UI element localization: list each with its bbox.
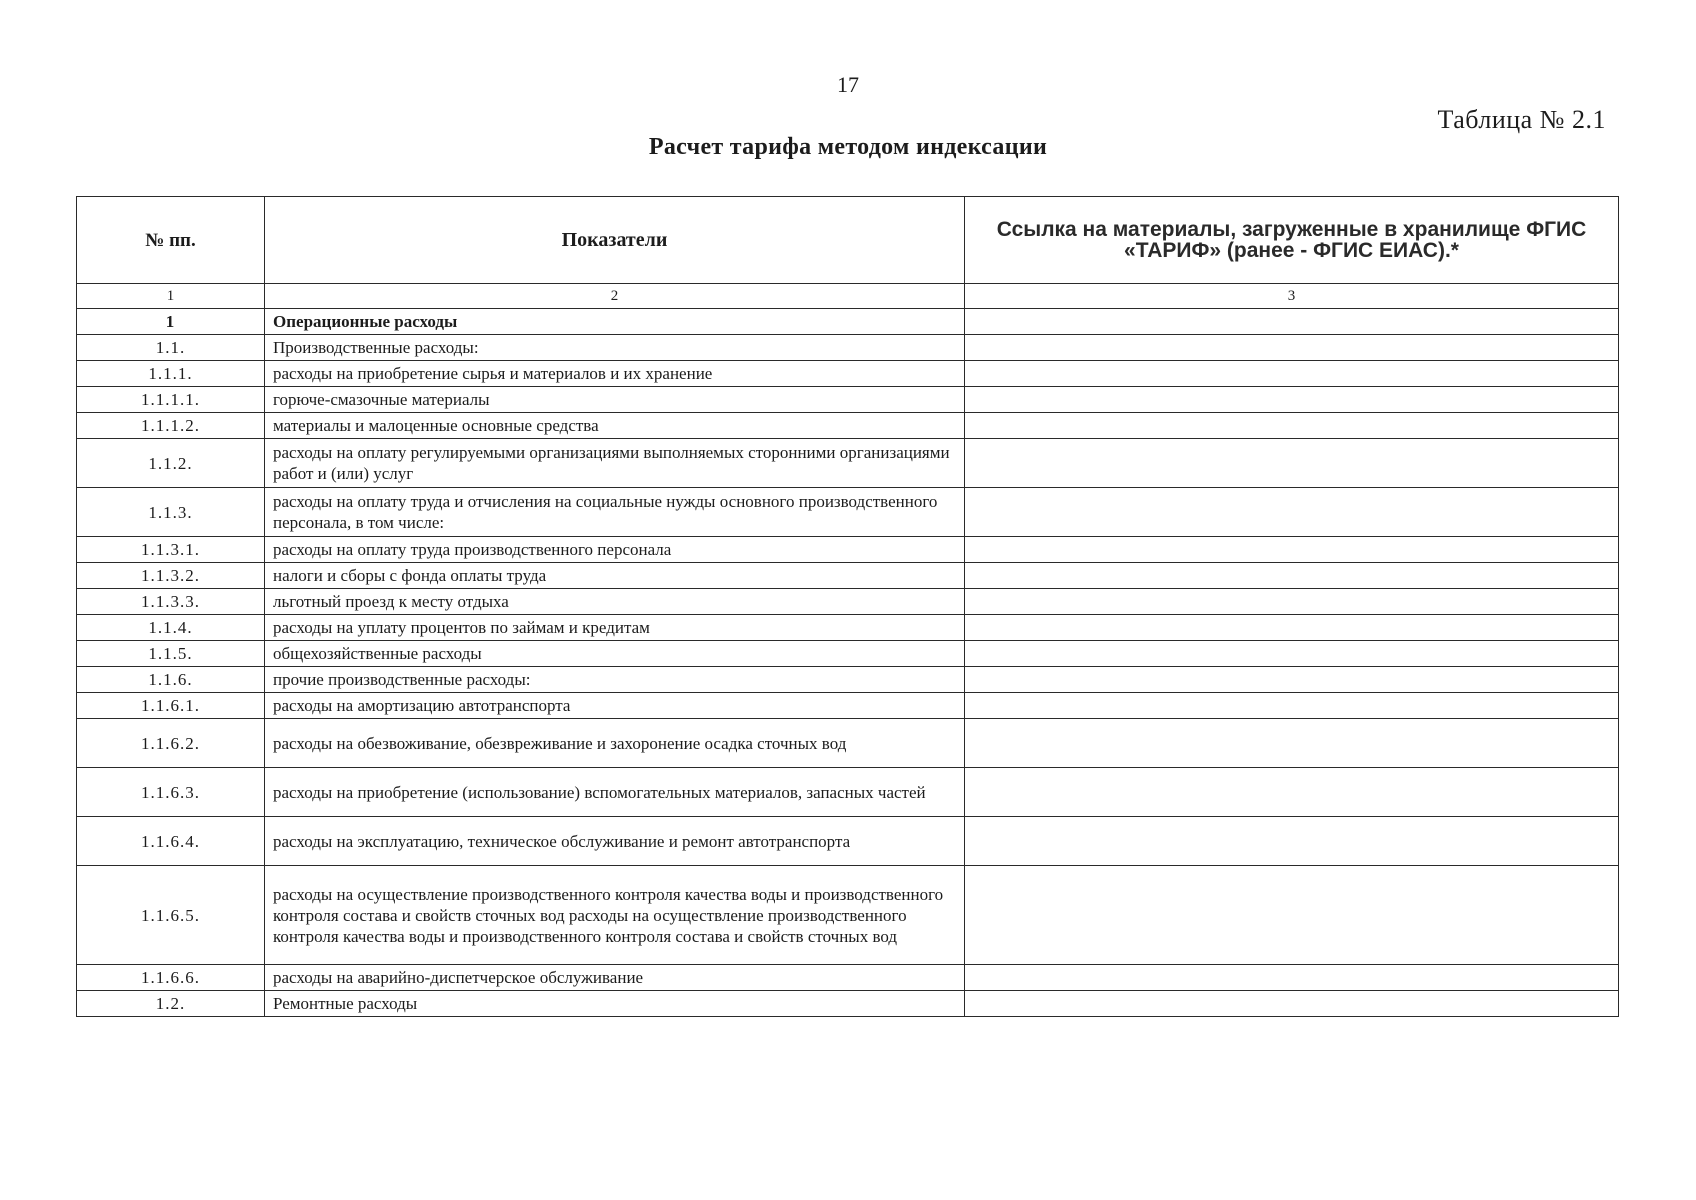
row-indicator: Операционные расходы xyxy=(265,309,965,335)
table-row xyxy=(77,488,1619,537)
row-reference xyxy=(965,488,1619,537)
row-number: 1.1.5. xyxy=(77,641,265,667)
row-indicator: расходы на оплату регулируемыми организациями выполняемых сторонними организациями работ и (или) услуг xyxy=(265,439,965,488)
row-reference xyxy=(965,768,1619,817)
table-row xyxy=(77,693,1619,719)
row-number: 1.1.4. xyxy=(77,615,265,641)
column-index-2: 2 xyxy=(265,284,965,309)
table-row xyxy=(77,866,1619,965)
row-indicator: расходы на осуществление производственного контроля качества воды и производственного контроля состава и свойств сточных вод расходы на осуществление производственного контроля качества воды и производственного контроля состава и свойств сточных вод xyxy=(265,866,965,965)
row-reference xyxy=(965,589,1619,615)
row-reference xyxy=(965,387,1619,413)
table-row xyxy=(77,563,1619,589)
row-indicator: расходы на оплату труда и отчисления на социальные нужды основного производственного персонала, в том числе: xyxy=(265,488,965,537)
row-number: 1.1.6.6. xyxy=(77,965,265,991)
table-row xyxy=(77,615,1619,641)
row-indicator: прочие производственные расходы: xyxy=(265,667,965,693)
row-number: 1.1.3.1. xyxy=(77,537,265,563)
row-number: 1.1.6.3. xyxy=(77,768,265,817)
table-row xyxy=(77,991,1619,1017)
row-indicator: расходы на приобретение (использование) вспомогательных материалов, запасных частей xyxy=(265,768,965,817)
table-row xyxy=(77,667,1619,693)
row-reference xyxy=(965,335,1619,361)
header-indicator: Показатели xyxy=(265,197,965,284)
row-number: 1.1. xyxy=(77,335,265,361)
header-reference: Ссылка на материалы, загруженные в хранилище ФГИС «ТАРИФ» (ранее - ФГИС ЕИАС).* xyxy=(965,197,1619,284)
table-row xyxy=(77,965,1619,991)
row-indicator: льготный проезд к месту отдыха xyxy=(265,589,965,615)
row-reference xyxy=(965,693,1619,719)
row-reference xyxy=(965,413,1619,439)
table-row xyxy=(77,537,1619,563)
row-number: 1.2. xyxy=(77,991,265,1017)
table-row xyxy=(77,817,1619,866)
row-indicator: общехозяйственные расходы xyxy=(265,641,965,667)
row-reference xyxy=(965,641,1619,667)
row-indicator: материалы и малоценные основные средства xyxy=(265,413,965,439)
row-indicator: расходы на аварийно-диспетчерское обслуживание xyxy=(265,965,965,991)
row-reference xyxy=(965,991,1619,1017)
row-indicator: расходы на обезвоживание, обезвреживание и захоронение осадка сточных вод xyxy=(265,719,965,768)
header-row xyxy=(77,197,1619,284)
table-header xyxy=(77,197,1619,309)
row-reference xyxy=(965,439,1619,488)
row-number: 1.1.6. xyxy=(77,667,265,693)
row-number: 1.1.3.3. xyxy=(77,589,265,615)
header-number: № пп. xyxy=(77,197,265,284)
table-row xyxy=(77,309,1619,335)
row-number: 1.1.1.1. xyxy=(77,387,265,413)
table-row xyxy=(77,719,1619,768)
row-reference xyxy=(965,361,1619,387)
column-index-3: 3 xyxy=(965,284,1619,309)
table-row xyxy=(77,361,1619,387)
row-number: 1.1.1.2. xyxy=(77,413,265,439)
table-row xyxy=(77,439,1619,488)
row-reference xyxy=(965,866,1619,965)
row-reference xyxy=(965,563,1619,589)
row-indicator: расходы на уплату процентов по займам и кредитам xyxy=(265,615,965,641)
row-reference xyxy=(965,965,1619,991)
row-number: 1.1.1. xyxy=(77,361,265,387)
row-indicator: расходы на эксплуатацию, техническое обслуживание и ремонт автотранспорта xyxy=(265,817,965,866)
row-indicator: расходы на амортизацию автотранспорта xyxy=(265,693,965,719)
row-number: 1.1.6.5. xyxy=(77,866,265,965)
table-body xyxy=(77,309,1619,1017)
column-index-1: 1 xyxy=(77,284,265,309)
row-number: 1.1.3. xyxy=(77,488,265,537)
tariff-table xyxy=(76,196,1619,1017)
row-reference xyxy=(965,537,1619,563)
row-reference xyxy=(965,817,1619,866)
row-reference xyxy=(965,719,1619,768)
row-reference xyxy=(965,667,1619,693)
table-row xyxy=(77,387,1619,413)
row-number: 1.1.6.1. xyxy=(77,693,265,719)
table-row xyxy=(77,335,1619,361)
row-indicator: расходы на оплату труда производственного персонала xyxy=(265,537,965,563)
page-number: 17 xyxy=(837,72,859,97)
row-reference xyxy=(965,309,1619,335)
row-indicator: Ремонтные расходы xyxy=(265,991,965,1017)
document-title: Расчет тарифа методом индексации xyxy=(648,134,1048,160)
column-index-row xyxy=(77,284,1619,309)
table-row xyxy=(77,589,1619,615)
row-indicator: налоги и сборы с фонда оплаты труда xyxy=(265,563,965,589)
row-number: 1.1.2. xyxy=(77,439,265,488)
table-label: Таблица № 2.1 xyxy=(1437,105,1606,134)
table-row xyxy=(77,413,1619,439)
row-indicator: горюче-смазочные материалы xyxy=(265,387,965,413)
row-indicator: расходы на приобретение сырья и материалов и их хранение xyxy=(265,361,965,387)
row-number: 1.1.3.2. xyxy=(77,563,265,589)
row-number: 1.1.6.2. xyxy=(77,719,265,768)
table-row xyxy=(77,641,1619,667)
row-number: 1 xyxy=(77,309,265,335)
row-reference xyxy=(965,615,1619,641)
table-row xyxy=(77,768,1619,817)
row-indicator: Производственные расходы: xyxy=(265,335,965,361)
row-number: 1.1.6.4. xyxy=(77,817,265,866)
